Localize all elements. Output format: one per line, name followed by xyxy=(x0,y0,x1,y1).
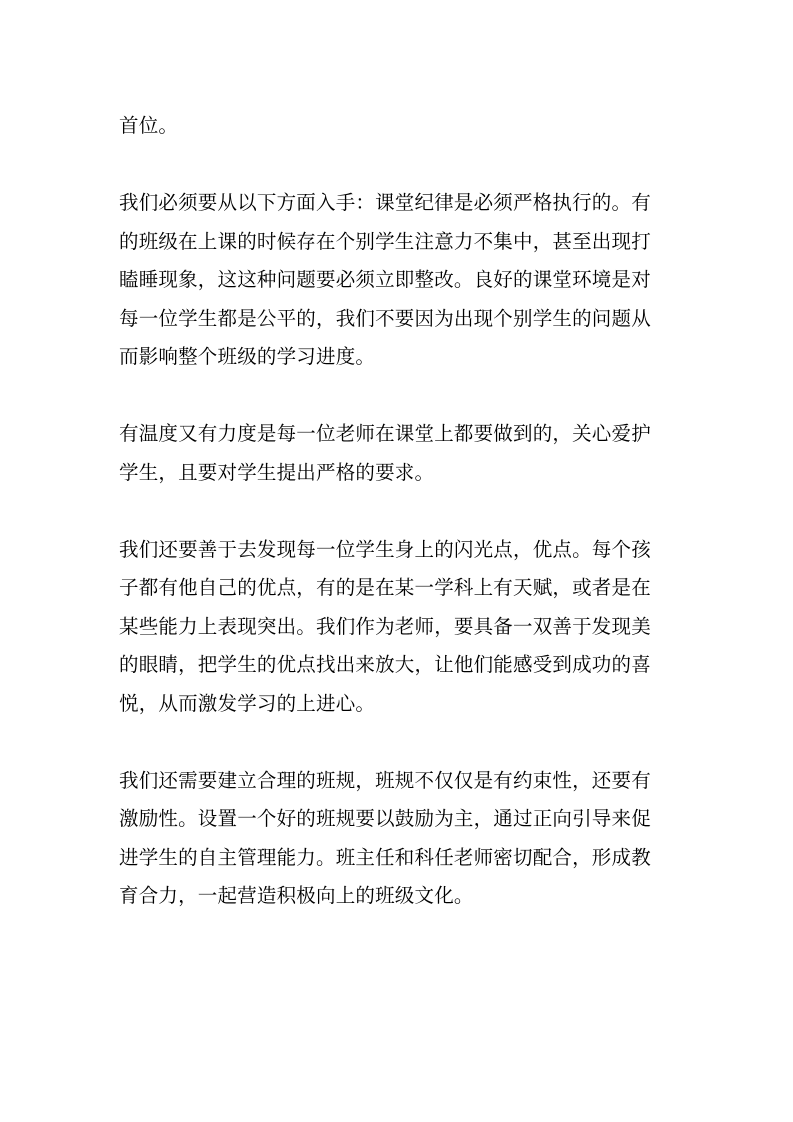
text-line: 每一位学生都是公平的，我们不要因为出现个别学生的问题从 xyxy=(119,306,651,330)
paragraph-4 xyxy=(119,531,679,724)
document-body xyxy=(119,107,679,954)
text-line: 某些能力上表现突出。我们作为老师，要具备一双善于发现美 xyxy=(119,614,651,638)
paragraph-5 xyxy=(119,762,679,916)
paragraph-3 xyxy=(119,415,679,492)
text-line: 子都有他自己的优点，有的是在某一学科上有天赋，或者是在 xyxy=(119,576,651,599)
paragraph-2 xyxy=(119,184,679,377)
text-line: 首位。 xyxy=(119,114,179,137)
text-line: 有温度又有力度是每一位老师在课堂上都要做到的，关心爱护 xyxy=(119,422,651,445)
paragraph-1 xyxy=(119,107,679,146)
text-line: 我们还要善于去发现每一位学生身上的闪光点，优点。每个孩 xyxy=(119,537,651,561)
text-line: 悦，从而激发学习的上进心。 xyxy=(119,691,376,715)
text-line: 育合力，一起营造积极向上的班级文化。 xyxy=(119,884,474,907)
text-line: 我们必须要从以下方面入手：课堂纪律是必须严格执行的。有 xyxy=(119,191,651,214)
text-line: 我们还需要建立合理的班规，班规不仅仅是有约束性，还要有 xyxy=(119,768,651,792)
text-line: 学生，且要对学生提出严格的要求。 xyxy=(119,460,435,484)
text-line: 瞌睡现象，这这种问题要必须立即整改。良好的课堂环境是对 xyxy=(119,268,651,291)
text-line: 进学生的自主管理能力。班主任和科任老师密切配合，形成教 xyxy=(119,845,651,869)
text-line: 的眼睛，把学生的优点找出来放大，让他们能感受到成功的喜 xyxy=(119,653,651,676)
text-line: 的班级在上课的时候存在个别学生注意力不集中，甚至出现打 xyxy=(119,229,651,253)
text-line: 激励性。设置一个好的班规要以鼓励为主，通过正向引导来促 xyxy=(119,807,651,830)
text-line: 而影响整个班级的学习进度。 xyxy=(119,345,376,368)
